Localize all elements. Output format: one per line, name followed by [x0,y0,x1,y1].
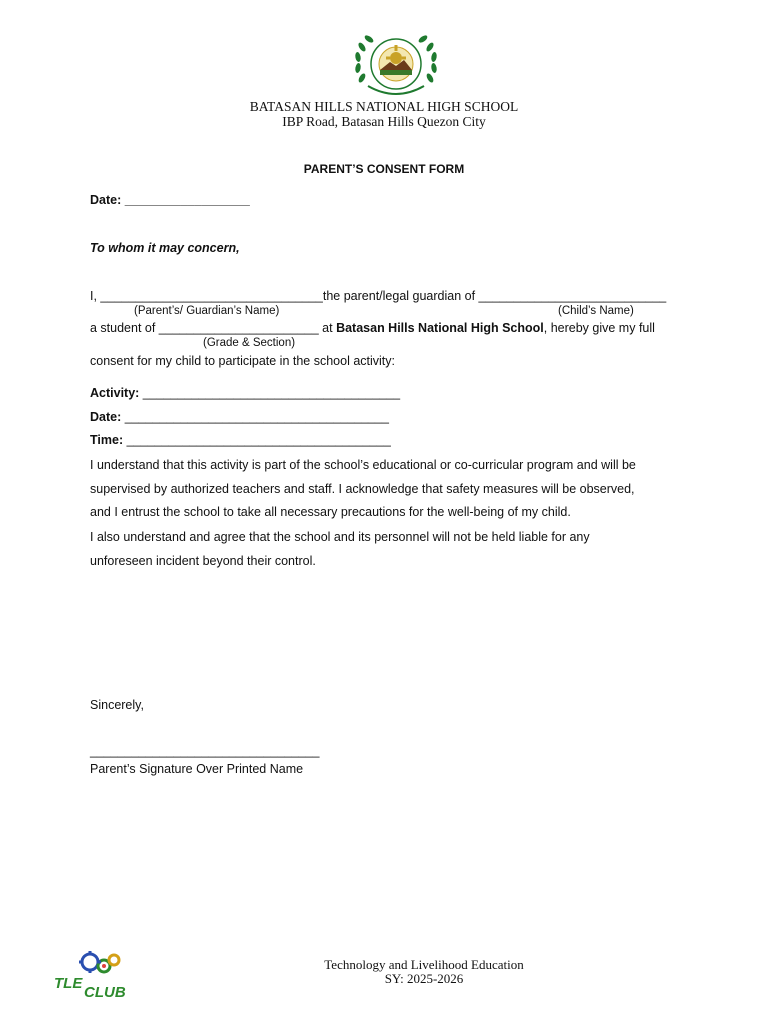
consent-line-2 [90,321,655,335]
paragraph-2-line-2: unforeseen incident beyond their control. [90,554,316,568]
time-field [90,433,391,447]
line2-end: , hereby give my full [543,321,655,335]
school-name: BATASAN HILLS NATIONAL HIGH SCHOOL [249,99,519,114]
activity-line: _____________________________________ [139,386,401,400]
grade-section-label: (Grade & Section) [203,337,296,349]
parent-name-label: (Parent’s/ Guardian’s Name) [134,305,280,317]
consent-line-1: I, ________________________________the parent/legal guardian of ___________________________ [90,289,667,303]
school-address: IBP Road, Batasan Hills Quezon City [282,114,486,129]
footer-school-year: SY: 2025-2026 [384,971,464,986]
activity-label: Activity: [90,386,140,400]
closing: Sincerely, [90,698,144,712]
tle-club-logo [52,948,142,1004]
paragraph-1-line-3: and I entrust the school to take all necessary precautions for the well-being of my child. [90,505,571,519]
date2-line: ______________________________________ [121,410,389,424]
time-line: ______________________________________ [123,433,391,447]
signature-line: _________________________________ [90,744,320,758]
logo-club-text: CLUB [84,984,126,1001]
activity-field [90,386,400,400]
date-field-2 [90,410,389,424]
line2-start: a student of _______________________ at [90,321,337,335]
logo-tle-text: TLE [54,975,83,992]
signature-label: Parent’s Signature Over Printed Name [90,762,304,776]
paragraph-1-line-2: supervised by authorized teachers and staff. I acknowledge that safety measures will be observed, [90,482,635,496]
time-label: Time: [90,433,124,447]
paragraph-2-line-1: I also understand and agree that the school and its personnel will not be held liable for any [90,530,590,544]
date-field-line: Date: __________________ [90,193,250,207]
school-name-bold: Batasan Hills National High School [336,321,544,335]
salutation: To whom it may concern, [90,241,240,255]
footer-department: Technology and Livelihood Education [324,957,524,972]
school-seal-logo [350,30,442,100]
form-title: PARENT’S CONSENT FORM [303,162,465,176]
date2-label: Date: [90,410,122,424]
paragraph-1-line-1: I understand that this activity is part of the school’s educational or co-curricular program and will be [90,458,636,472]
child-name-label: (Child’s Name) [558,305,634,317]
consent-line-3: consent for my child to participate in the school activity: [90,354,396,368]
